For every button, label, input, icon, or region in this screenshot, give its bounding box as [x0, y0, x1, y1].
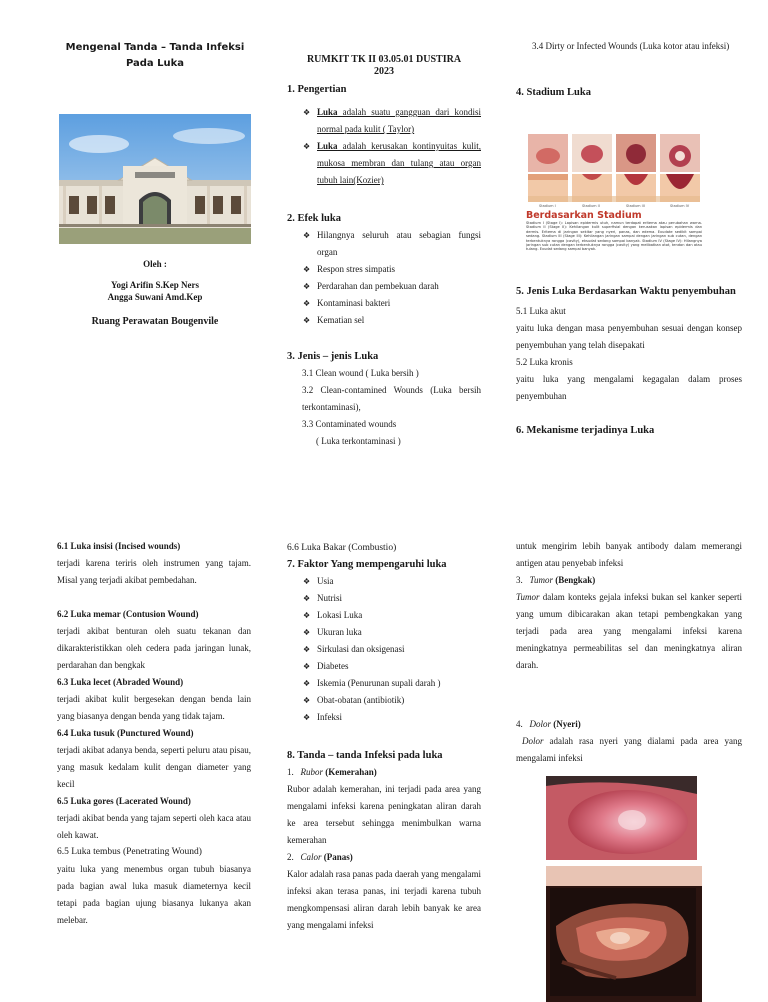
effect-item: ❖ Kematian sel [303, 312, 481, 329]
mechanism-title: 6.4 Luka tusuk (Punctured Wound) [57, 728, 194, 738]
effect-item: ❖ Hilangnya seluruh atau sebagian fungsi organ [303, 227, 481, 261]
page2-column-2 [287, 540, 481, 934]
factor-item: ❖ Sirkulasi dan oksigenasi [303, 641, 481, 658]
cover-title-line1: Mengenal Tanda – Tanda Infeksi [65, 42, 245, 53]
factor-item: ❖ Ukuran luka [303, 624, 481, 641]
definition-term: Luka [317, 141, 338, 151]
sign-tumor-text [516, 589, 742, 674]
sign-dolor-text [516, 733, 742, 767]
sign-description: dalam konteks gejala infeksi bukan sel kanker seperti yang umum dibicarakan akan tetapi pembengkakan yang terjadi pada area yang mengalami infeksi karena meningkatnya permeabilitas sel dan meningkatnya aliran darah. [516, 592, 742, 670]
mechanism-text: yaitu luka yang menembus organ tubuh biasanya pada bagian awal luka masuk diameternya kecil tetapi pada bagian ujung biasanya lukanya akan melebar. [57, 864, 251, 925]
mechanism-title: 6.3 Luka lecet (Abraded Wound) [57, 677, 184, 687]
sign-term-inline: Dolor [522, 736, 544, 746]
sign-term: Calor [300, 852, 322, 862]
mechanism-text: terjadi akibat benda yang tajam seperti oleh kaca atau oleh kawat. [57, 813, 251, 840]
definition-list [287, 104, 481, 189]
factor-item: ❖ Lokasi Luka [303, 607, 481, 624]
section-2-heading: 2. Efek luka [287, 213, 341, 224]
chronic-wound-title: 5.2 Luka kronis [516, 357, 573, 367]
mechanism-text: terjadi akibat benturan oleh suatu tekanan dan dikarakteristikkan oleh cedera pada jaringan lunak, perdarahan dan bengkak [57, 626, 251, 670]
effect-item: ❖ Respon stres simpatis [303, 261, 481, 278]
factor-item: ❖ Iskemia (Penurunan supali darah ) [303, 675, 481, 692]
mechanism-title: 6.2 Luka memar (Contusion Wound) [57, 609, 199, 619]
section-6-heading: 6. Mekanisme terjadinya Luka [516, 425, 655, 436]
stage-label: Stadium II [582, 204, 600, 208]
stage-overlay-title: Berdasarkan Stadium [526, 210, 642, 221]
mechanism-title: 6.5 Luka gores (Lacerated Wound) [57, 796, 191, 806]
sign-number: 3. [516, 575, 523, 585]
stage-label: Stadium I [539, 204, 556, 208]
section-8-heading: 8. Tanda – tanda Infeksi pada luka [287, 750, 443, 761]
page2-column-3 [516, 538, 742, 767]
section-7-heading: 7. Faktor Yang mempengaruhi luka [287, 559, 447, 570]
page1-column-2 [287, 54, 481, 450]
section-4-heading: 4. Stadium Luka [516, 87, 591, 98]
factor-item: ❖ Infeksi [303, 709, 481, 726]
definition-term: Luka [317, 107, 338, 117]
ward-name: Ruang Perawatan Bougenvile [91, 316, 219, 327]
effect-item: ❖ Kontaminasi bakteri [303, 295, 481, 312]
sign-dolor-title [516, 716, 742, 733]
hospital-line1: RUMKIT TK II 03.05.01 DUSTIRA [306, 54, 462, 65]
cover-title-line2: Pada Luka [125, 58, 185, 69]
mechanism-title: 6.1 Luka insisi (Incised wounds) [57, 541, 181, 551]
sign-label: (Bengkak) [555, 575, 596, 585]
stage-label: Stadium IV [670, 204, 690, 208]
infected-wound-photo [546, 866, 702, 1002]
hospital-heading [287, 54, 481, 78]
definition-text: adalah suatu gangguan dari kondisi normal pada kulit ( Taylor) [317, 107, 481, 134]
hospital-building-photo [59, 114, 251, 244]
acute-wound-text: yaitu luka dengan masa penyembuhan sesuai dengan konsep penyembuhan yang telah disepakati [516, 323, 742, 350]
cover-title [55, 40, 255, 72]
mechanism-title: 6.6 Luka Bakar (Combustio) [287, 543, 397, 553]
sign-calor-title [287, 849, 481, 866]
page2-column-1 [57, 538, 251, 929]
sign-rubor-title [287, 764, 481, 781]
sign-label: (Panas) [323, 852, 353, 862]
factor-item: ❖ Obat-obatan (antibiotik) [303, 692, 481, 709]
section-1-heading: 1. Pengertian [287, 84, 347, 95]
wound-type-item-note: ( Luka terkontaminasi ) [316, 436, 401, 446]
cover-panel [55, 40, 255, 72]
swollen-skin-photo [546, 776, 697, 860]
sign-label: (Kemerahan) [325, 767, 377, 777]
mechanism-text: terjadi karena teriris oleh instrumen yang tajam. Misal yang terjadi akibat pembedahan. [57, 558, 251, 585]
author-2: Angga Suwani Amd.Kep [107, 292, 203, 302]
author-1: Yogi Arifin S.Kep Ners [110, 280, 199, 290]
sign-term: Rubor [300, 767, 323, 777]
wound-type-item: 3.3 Contaminated wounds [302, 419, 397, 429]
mechanism-title: 6.5 Luka tembus (Penetrating Wound) [57, 847, 202, 857]
sign-description: adalah rasa nyeri yang dialami pada area yang mengalami infeksi [516, 736, 743, 763]
stage-overlay-text: Stadium I (Stage I): Lapisan epidermis utuh, namun terdapat eritema atau perubahan warna. Stadium II (Stage II): Kehilangan kulit superfisial dengan kerusakan lapisan epidermis dan dermis. Eritema di jaringan sekitar yang nyeri, panas, dan edema. Exudate sedikit sampai sedang. Stadium III (Stage III): Kehilangan jaringan sampai dengan jaringan sub cutan, dengan terbentuknya rongga (cavity), eksudat sedang sampai banyak. Stadium IV (Stage IV): Hilangnya jaringan sub cutan dengan terbentuknya rongga (cavity) yang melibatkan otot, tendon dan atau tulang. Exudat sedang sampai banyak. [526, 221, 702, 252]
acute-wound-title: 5.1 Luka akut [516, 306, 566, 316]
mechanism-text: terjadi akibat kulit bergesekan dengan benda lain yang biasanya dengan benda yang tidak tajam. [57, 694, 251, 721]
sign-calor-text-continued: untuk mengirim lebih banyak antibody dalam memerangi antigen atau penyebab infeksi [516, 541, 742, 568]
definition-item [303, 138, 481, 189]
sign-label: (Nyeri) [553, 719, 581, 729]
effects-list [287, 227, 481, 329]
wound-type-item: 3.1 Clean wound ( Luka bersih ) [302, 368, 419, 378]
wound-type-item: 3.4 Dirty or Infected Wounds (Luka kotor atau infeksi) [532, 41, 730, 51]
factor-item: ❖ Nutrisi [303, 590, 481, 607]
factor-item: ❖ Diabetes [303, 658, 481, 675]
authors-block [55, 257, 255, 329]
wound-stage-illustration [526, 134, 702, 270]
sign-term: Dolor [529, 719, 552, 729]
hospital-year: 2023 [374, 66, 394, 77]
factors-list [287, 573, 481, 726]
sign-number: 2. [287, 852, 294, 862]
definition-text: adalah kerusakan kontinyuitas kulit, mukosa membran dan tulang atau organ tubuh lain(Kozier) [317, 141, 481, 185]
mechanism-text: terjadi akibat adanya benda, seperti peluru atau pisau, yang masuk kedalam kulit dengan diameter yang kecil [57, 745, 251, 789]
section-5-heading: 5. Jenis Luka Berdasarkan Waktu penyembuhan [516, 286, 736, 297]
chronic-wound-text: yaitu luka yang mengalami kegagalan dalam proses penyembuhan [516, 374, 742, 401]
stage-overlay [526, 210, 702, 252]
wound-types-list [287, 365, 481, 450]
sign-tumor-title [516, 572, 742, 589]
definition-item [303, 104, 481, 138]
by-label: Oleh : [143, 259, 167, 269]
factor-item: ❖ Usia [303, 573, 481, 590]
sign-calor-text: Kalor adalah rasa panas pada daerah yang mengalami infeksi akan terasa panas, ini terjadi karena tubuh mengkompensasi aliran darah lebih banyak ke area yang mengalami infeksi [287, 869, 481, 930]
wound-type-item: 3.2 Clean-contamined Wounds (Luka bersih terkontaminasi), [302, 385, 481, 412]
sign-term: Tumor [529, 575, 554, 585]
sign-rubor-text: Rubor adalah kemerahan, ini terjadi pada area yang mengalami infeksi karena peningkatan aliran darah ke area tersebut sehingga menimbulkan warna kemerahan [287, 784, 481, 845]
effect-item: ❖ Perdarahan dan pembekuan darah [303, 278, 481, 295]
page1-column-3-lower [516, 282, 742, 439]
section-3-heading: 3. Jenis – jenis Luka [287, 351, 379, 362]
stage-label: Stadium III [626, 204, 645, 208]
sign-term-inline: Tumor [516, 592, 540, 602]
page1-column-3 [516, 38, 742, 101]
sign-number: 1. [287, 767, 294, 777]
sign-number: 4. [516, 719, 523, 729]
